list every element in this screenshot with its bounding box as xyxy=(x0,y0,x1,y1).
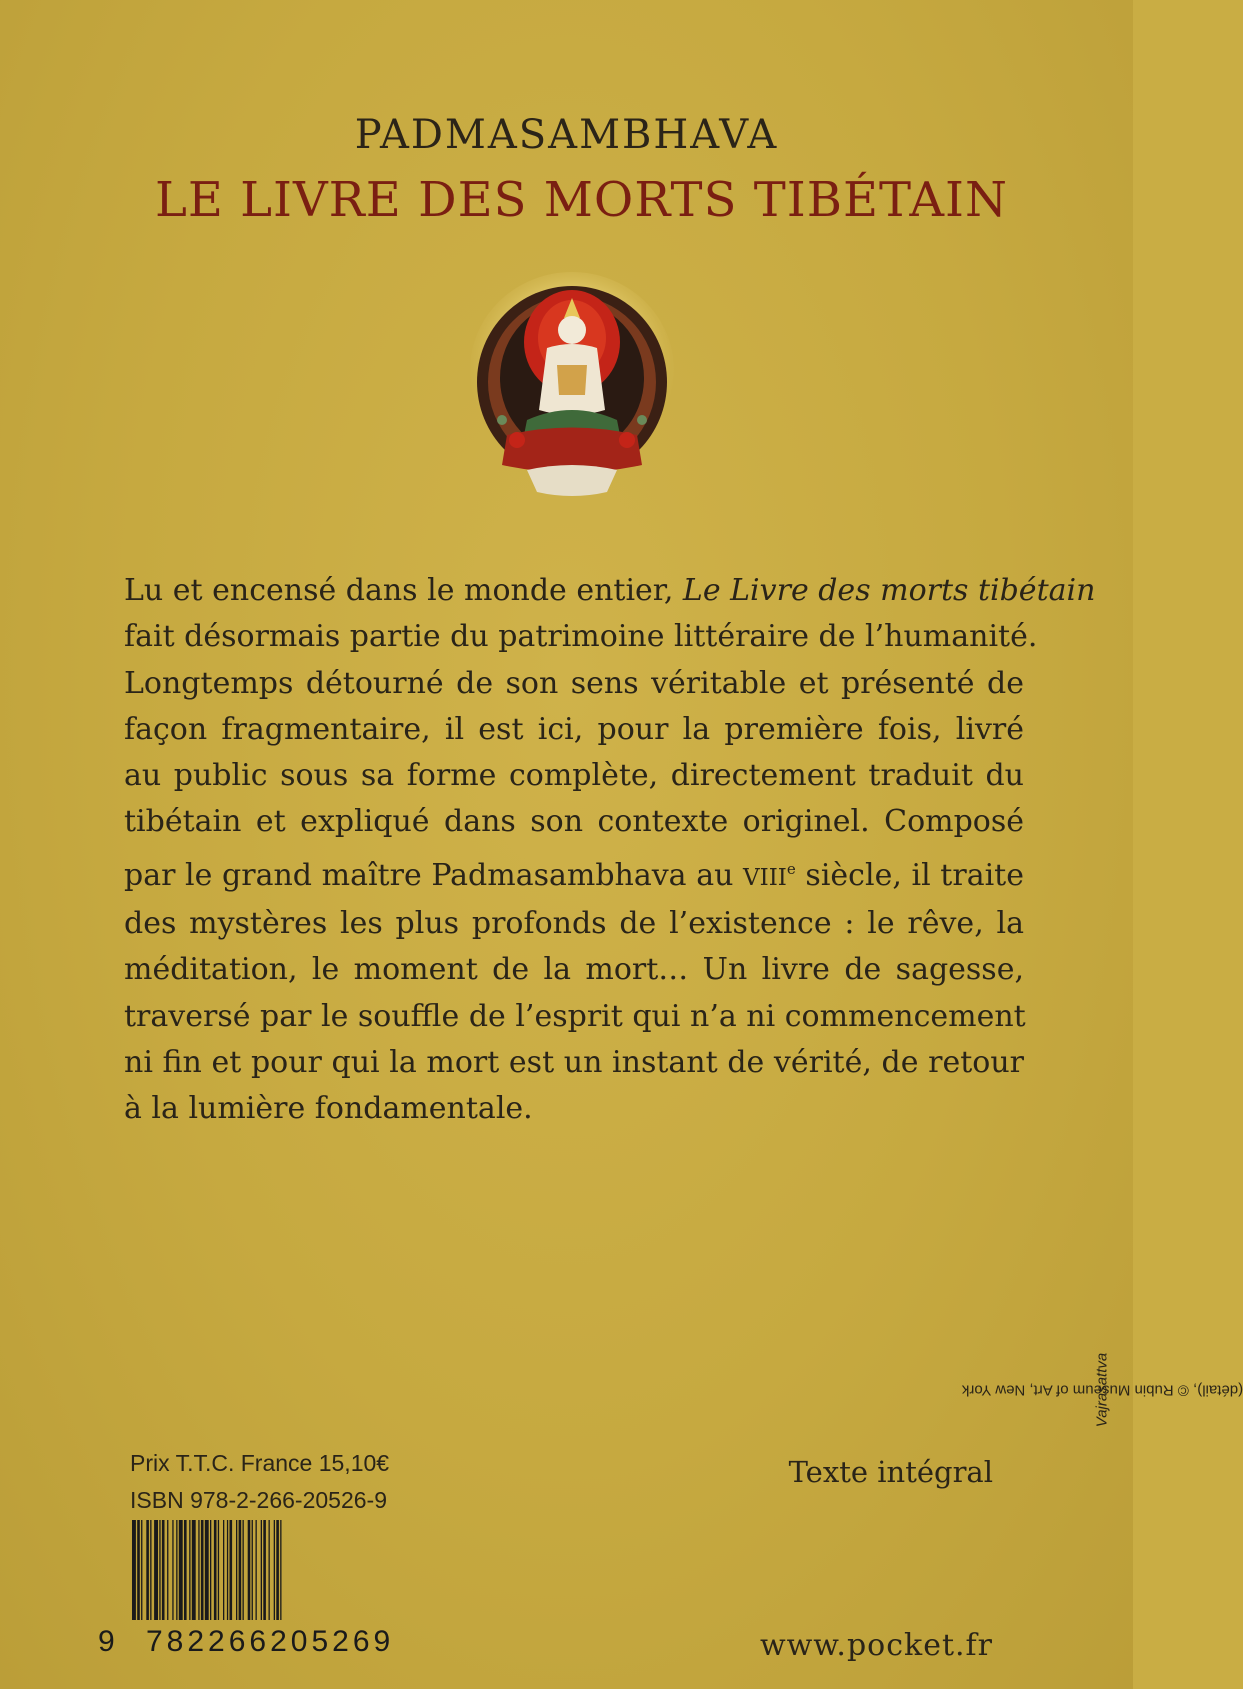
credit-artwork-title: Vajrasattva xyxy=(1093,1352,1111,1428)
blurb-line-4: façon fragmentaire, il est ici, pour la première fois, livré xyxy=(124,711,1024,747)
vajrasattva-painting-icon xyxy=(467,270,677,500)
blurb-text xyxy=(124,568,1096,1133)
website-link[interactable]: www.pocket.fr xyxy=(759,1628,993,1663)
blurb-line-3: Longtemps détourné de son sens véritable et présenté de xyxy=(124,665,1024,701)
blurb-line-1: Lu et encensé dans le monde entier, Le Livre des morts tibétain xyxy=(124,573,1096,608)
price-label: Prix T.T.C. France 15,10€ xyxy=(130,1450,390,1476)
blurb-line-12: à la lumière fondamentale. xyxy=(124,1091,533,1127)
author-name: PADMASAMBHAVA xyxy=(354,112,779,158)
book-title-italic: Le Livre des morts tibétain xyxy=(682,573,1096,608)
blurb-line-7: par le grand maître Padmasambhava au VIIIe siècle, il traite xyxy=(124,857,1024,893)
blurb-line-10: traversé par le souffle de l’esprit qui n’a ni commencement xyxy=(124,998,1026,1034)
century-numeral: VIII xyxy=(743,864,787,891)
blurb-line-5: au public sous sa forme complète, directement traduit du xyxy=(124,758,1024,794)
credit-text: (détail), © Rubin Museum of Art, New York xyxy=(961,1381,1243,1399)
image-credit xyxy=(961,1225,1243,1555)
barcode-lead-digit: 9 xyxy=(98,1625,115,1658)
blurb-line-2: fait désormais partie du patrimoine littéraire de l’humanité. xyxy=(124,619,1038,655)
blurb-line-8: des mystères les plus profonds de l’existence : le rêve, la xyxy=(124,906,1024,942)
blurb-line-6: tibétain et expliqué dans son contexte originel. Composé xyxy=(124,804,1024,840)
edition-label: Texte intégral xyxy=(788,1455,993,1489)
barcode-digits: 782266205269 xyxy=(146,1625,395,1658)
blurb-line-9: méditation, le moment de la mort… Un livre de sagesse, xyxy=(124,952,1024,988)
book-title: LE LIVRE DES MORTS TIBÉTAIN xyxy=(154,172,1009,228)
blurb-line-11: ni fin et pour qui la mort est un instant de vérité, de retour xyxy=(124,1044,1024,1080)
isbn-label: ISBN 978-2-266-20526-9 xyxy=(130,1487,387,1513)
century-superscript: e xyxy=(786,859,796,878)
